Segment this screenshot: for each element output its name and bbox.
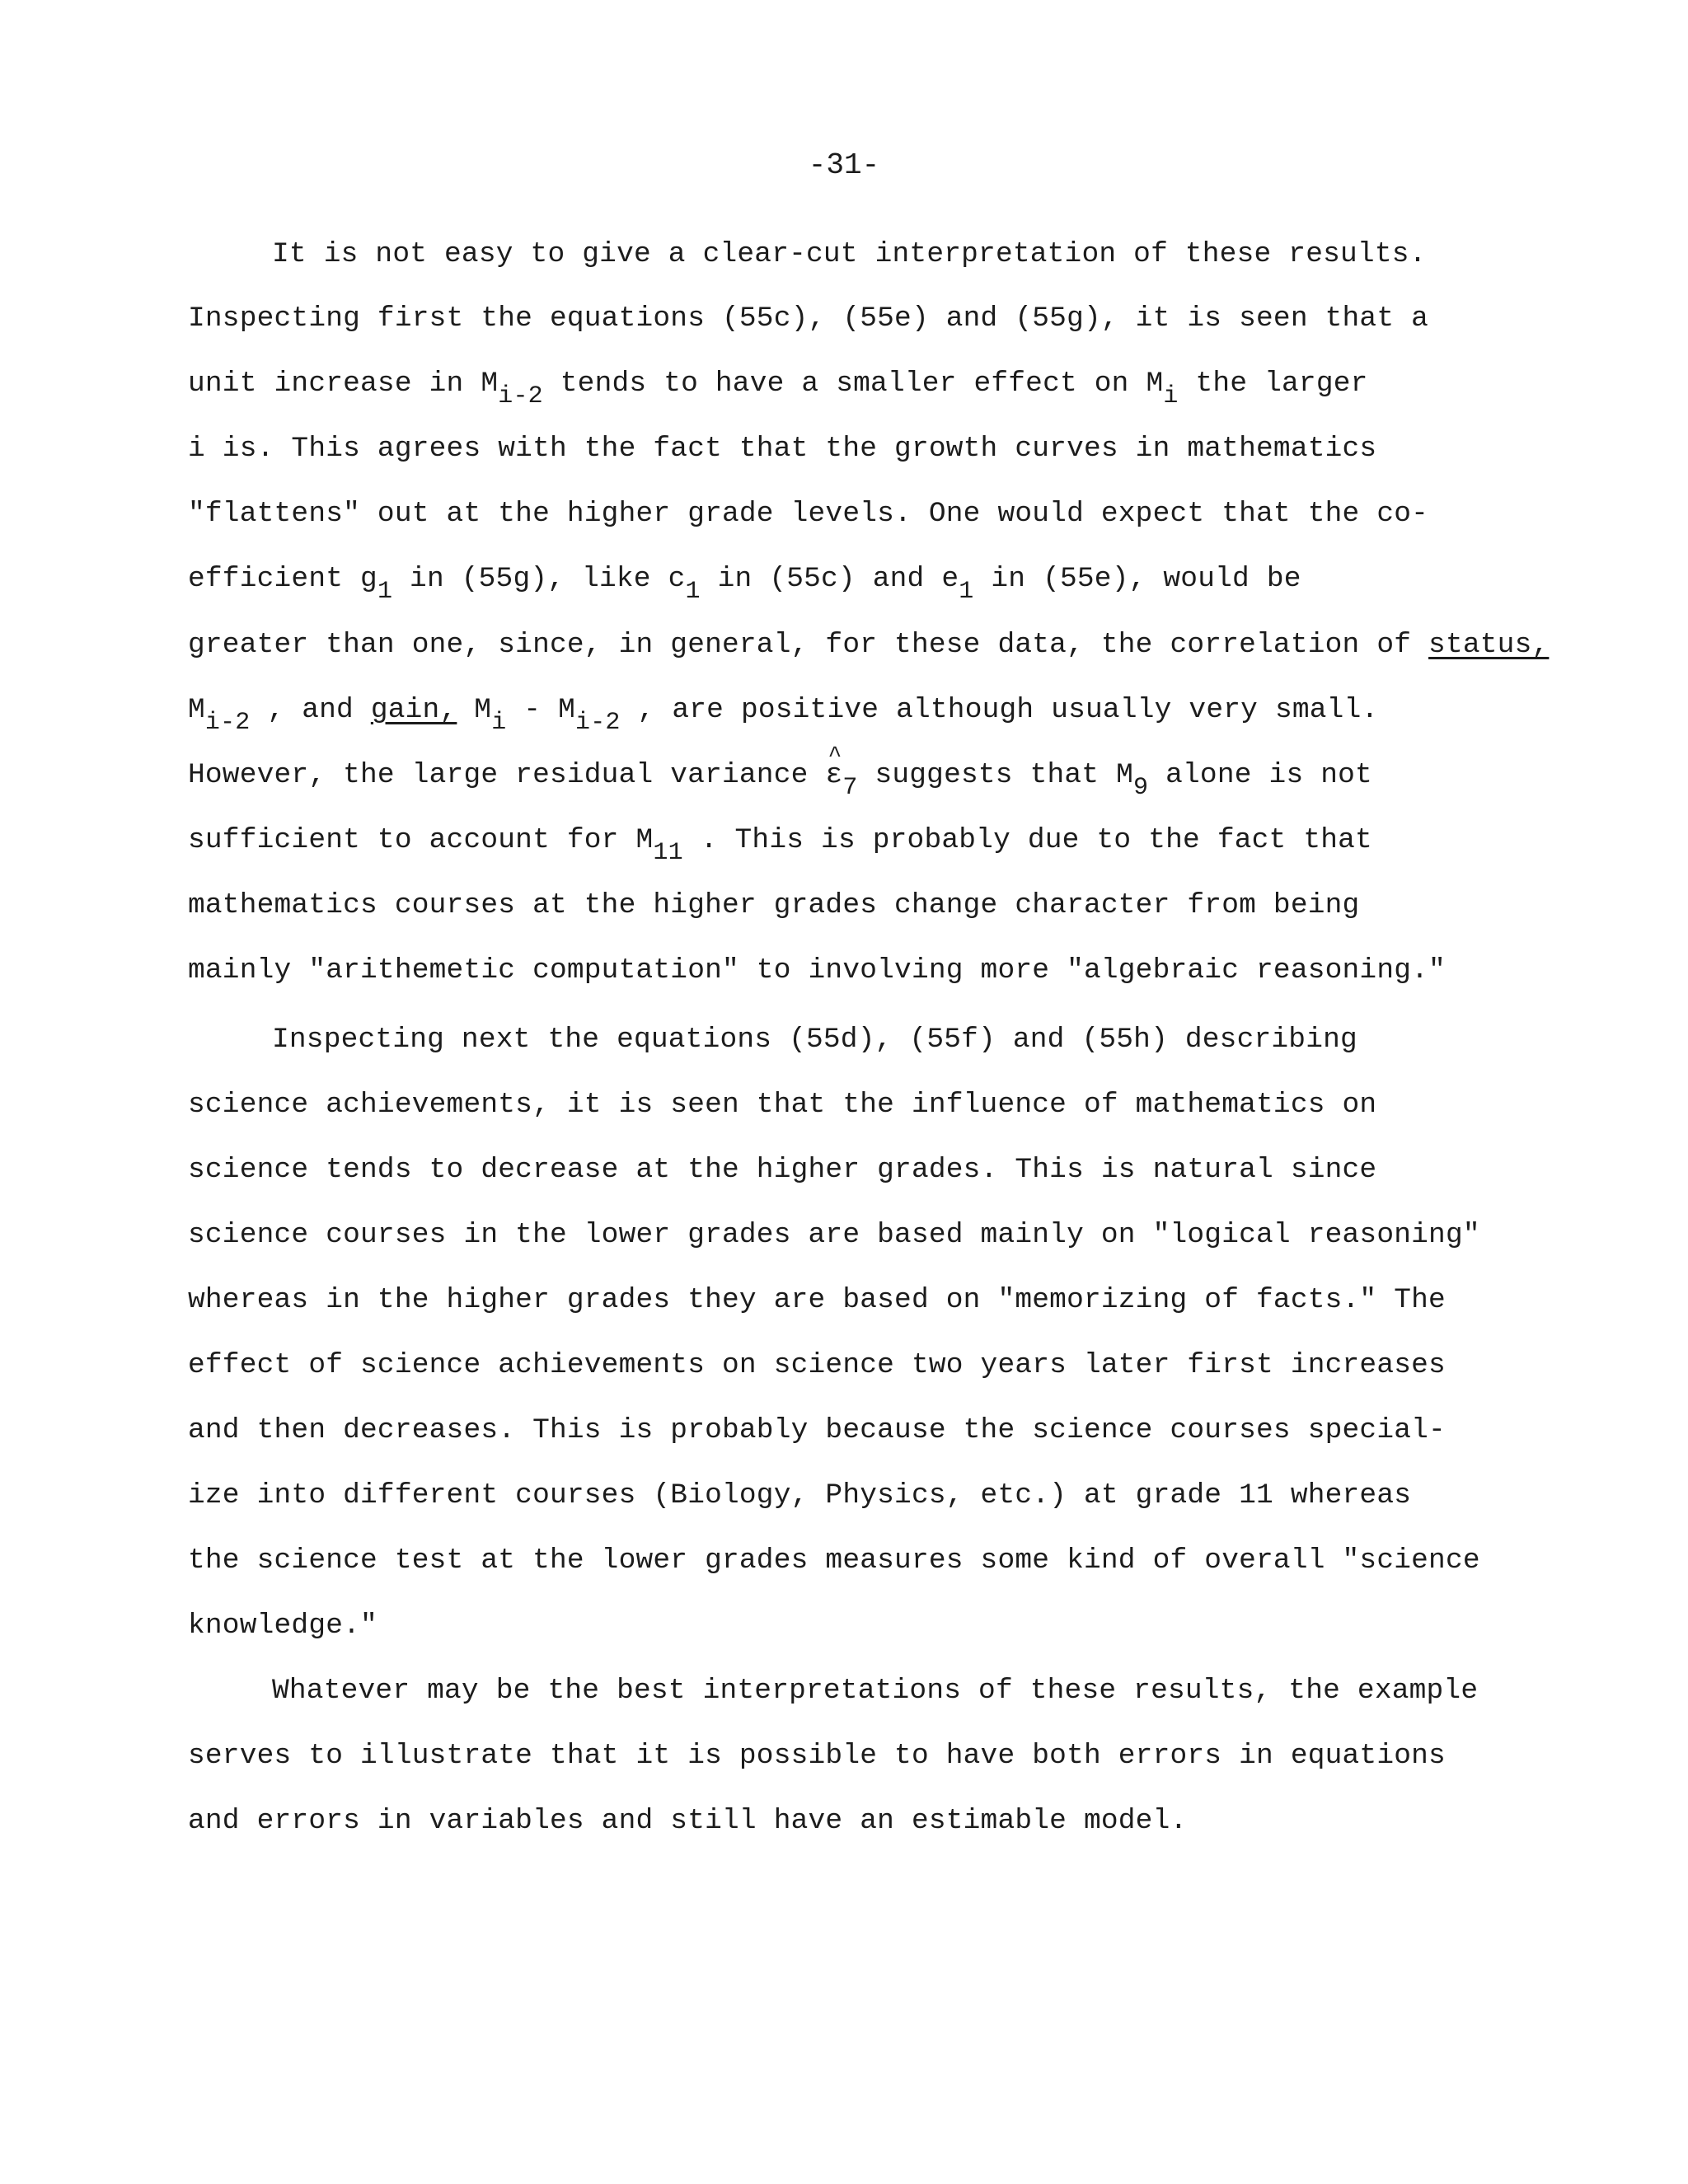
text-line: mainly "arithemetic computation" to involving more "algebraic reasoning." — [188, 954, 1446, 987]
underlined-word: gain, — [370, 694, 457, 726]
text-line: serves to illustrate that it is possible to have both errors in equations — [188, 1740, 1446, 1772]
text-line: effect of science achievements on science two years later first increases — [188, 1349, 1446, 1381]
text-line: science courses in the lower grades are based mainly on "logical reasoning" — [188, 1219, 1480, 1251]
underlined-word: status, — [1428, 629, 1550, 661]
text-line: science achievements, it is seen that the influence of mathematics on — [188, 1089, 1377, 1121]
epsilon-hat: ^ ε — [825, 762, 842, 790]
text-line: "flattens" out at the higher grade levels. One would expect that the co- — [188, 498, 1429, 530]
text-line: the science test at the lower grades measures some kind of overall "science — [188, 1544, 1480, 1577]
text-line: and then decreases. This is probably because the science courses special- — [188, 1414, 1446, 1446]
text-line: Inspecting first the equations (55c), (55e) and (55g), it is seen that a — [188, 302, 1429, 335]
text-line: Mi-2 , and gain, Mi - Mi-2 , are positive although usually very small. — [188, 694, 1379, 737]
text-line: i is. This agrees with the fact that the growth curves in mathematics — [188, 433, 1377, 465]
text-line: However, the large residual variance ^ ε7 suggests that M9 alone is not — [188, 762, 1372, 790]
page-number: -31- — [808, 148, 880, 182]
text-line: sufficient to account for M11 . This is probably due to the fact that — [188, 824, 1372, 867]
text-line: knowledge." — [188, 1610, 377, 1642]
text-line: unit increase in Mi-2 tends to have a smaller effect on Mi the larger — [188, 368, 1368, 410]
text-line: and errors in variables and still have an estimable model. — [188, 1805, 1188, 1837]
text-line: ize into different courses (Biology, Physics, etc.) at grade 11 whereas — [188, 1479, 1412, 1511]
text-line: whereas in the higher grades they are based on "memorizing of facts." The — [188, 1284, 1446, 1316]
text-line: It is not easy to give a clear-cut interpretation of these results. — [272, 238, 1427, 270]
text-line: mathematics courses at the higher grades change character from being — [188, 889, 1360, 921]
text-line: Whatever may be the best interpretations of these results, the example — [272, 1675, 1479, 1707]
text-line: greater than one, since, in general, for these data, the correlation of status, — [188, 629, 1550, 661]
text-line: efficient g1 in (55g), like c1 in (55c) and e1 in (55e), would be — [188, 563, 1301, 606]
text-line: Inspecting next the equations (55d), (55f) and (55h) describing — [272, 1024, 1357, 1056]
text-line: science tends to decrease at the higher grades. This is natural since — [188, 1154, 1377, 1186]
